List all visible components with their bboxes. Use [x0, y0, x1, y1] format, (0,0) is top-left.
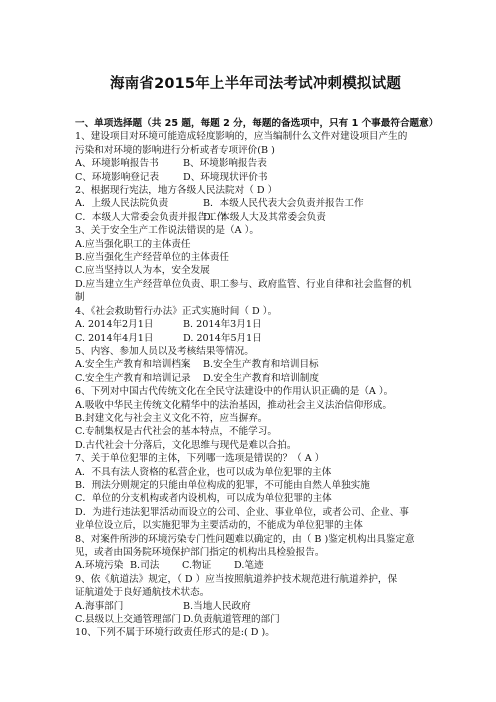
option-b: B.安全生产教育和培训目标 [203, 359, 319, 371]
question-7-option-b: B．刑法分则规定的只能由单位构成的犯罪，不可能由自然人单独实施 [75, 479, 370, 491]
question-6-option-d: D.古代社会十分落后，文化思维与现代是难以合拍。 [75, 439, 297, 451]
question-6-line-1: 6、下列对中国古代传统文化在全民守法建设中的作用认识正确的是（A ）。 [75, 386, 394, 398]
option-a: A.海事部门 [75, 600, 124, 612]
option-d: D. 2014年5月1日 [183, 332, 262, 344]
question-9-options-row-2 [75, 613, 436, 626]
question-3-option-b: B.应当强化生产经营单位的主体责任 [75, 252, 230, 264]
question-7-line-1: 7、关于单位犯罪的主体，下列哪一选项是错误的？（ A ） [75, 453, 325, 465]
question-3-option-d: D.应当建立生产经营单位负责、职工参与、政府监管、行业自律和社会监督的机 [75, 278, 412, 290]
option-c: C、环境影响登记表 [75, 171, 160, 183]
option-d: D.笔迹 [234, 560, 264, 572]
question-3-option-c: C.应当坚持以人为本，安全发展 [75, 265, 210, 277]
question-7-option-a: A．不具有法人资格的私营企业，也可以成为单位犯罪的主体 [75, 466, 332, 478]
option-b: B．本级人民代表大会负责并报告工作 [203, 198, 364, 210]
question-1-line-1: 1、建设项目对环境可能造成轻度影响的，应当编制什么文件对建设项目产生的 [75, 131, 408, 143]
question-5-options-row-2 [75, 372, 436, 385]
option-d: D.安全生产教育和培训制度 [203, 372, 319, 384]
question-2-line-1: 2、根据现行宪法，地方各级人民法院对（ D ） [75, 185, 278, 197]
option-a: A．上级人民法院负责 [75, 198, 169, 210]
question-1-options-row-1 [75, 157, 436, 170]
question-8-options [75, 559, 436, 572]
question-2-options-row-2 [75, 211, 436, 224]
question-3-option-d-cont: 制 [75, 292, 85, 304]
question-10-line-1: 10、下列不属于环境行政责任形式的是:( D )。 [75, 627, 275, 639]
option-c: C.县级以上交通管理部门 [75, 614, 181, 626]
question-6-option-a: A.吸收中华民主传统文化精华中的法治基因，推动社会主义法治信仰形成。 [75, 399, 392, 411]
option-c: C.安全生产教育和培训记录 [75, 372, 191, 384]
option-c: C.物证 [182, 560, 212, 572]
question-6-option-b: B.封建文化与社会主义文化不符，应当摒弃。 [75, 412, 268, 424]
option-b: B.当地人民政府 [183, 600, 251, 612]
option-a: A.环境污染 [75, 560, 124, 572]
question-6-option-c: C.专制集权是古代社会的基本特点，不能学习。 [75, 426, 277, 438]
option-b: B、环境影响报告表 [183, 158, 267, 170]
option-c: C．本级人大常委会负责并报告工作 [75, 211, 227, 223]
question-1-options-row-2 [75, 171, 436, 184]
option-a: A. 2014年2月1日 [75, 319, 154, 331]
question-3-line-1: 3、关于安全生产工作说法错误的是（A ）。 [75, 225, 259, 237]
question-4-options-row-1 [75, 318, 436, 331]
question-7-option-d: D．为进行违法犯罪活动而设立的公司、企业、事业单位，或者公司、企业、事 [75, 506, 409, 518]
question-1-line-2: 污染和对环境的影响进行分析或者专项评价(B ) [75, 144, 275, 156]
option-b: B. 2014年3月1日 [183, 319, 262, 331]
section-heading: 一、单项选择题（共 25 题，每题 2 分，每题的备选项中，只有 1 个事最符合题意） [75, 118, 439, 129]
question-7-option-c: C．单位的分支机构或者内设机构，可以成为单位犯罪的主体 [75, 493, 332, 505]
question-9-line-2: 证航道处于良好通航技术状态。 [75, 587, 210, 599]
option-d: D．本级人大及其常委会负责 [203, 211, 326, 223]
document-title: 海南省2015年上半年司法考试冲刺模拟试题 [109, 76, 402, 92]
question-9-options-row-1 [75, 600, 436, 613]
question-8-line-1: 8、对案件所涉的环境污染专门性问题难以确定的，由（ B )鉴定机构出具鉴定意 [75, 533, 415, 545]
option-d: D.负责航道管理的部门 [183, 614, 280, 626]
question-5-options-row-1 [75, 358, 436, 371]
question-8-line-2: 见，或者由国务院环境保护部门指定的机构出具检验报告。 [75, 547, 325, 558]
question-3-option-a: A.应当强化职工的主体责任 [75, 238, 191, 250]
question-2-options-row-1 [75, 197, 436, 210]
option-b: B.司法 [130, 560, 160, 572]
option-a: A、环境影响报告书 [75, 158, 159, 170]
option-c: C. 2014年4月1日 [75, 332, 154, 344]
question-7-option-d-cont: 业单位设立后，以实施犯罪为主要活动的，不能成为单位犯罪的主体 [75, 520, 363, 532]
option-d: D、环境现状评价书 [183, 171, 268, 183]
question-9-line-1: 9、依《航道法》规定，（ D ）应当按照航道养护技术规范进行航道养护，保 [75, 573, 398, 585]
question-4-options-row-2 [75, 332, 436, 345]
option-a: A.安全生产教育和培训档案 [75, 359, 191, 371]
question-4-line-1: 4、《社会救助暂行办法》正式实施时间（ D ）。 [75, 305, 278, 317]
question-5-line-1: 5、内容、参加人员以及考核结果等情况。 [75, 345, 254, 357]
